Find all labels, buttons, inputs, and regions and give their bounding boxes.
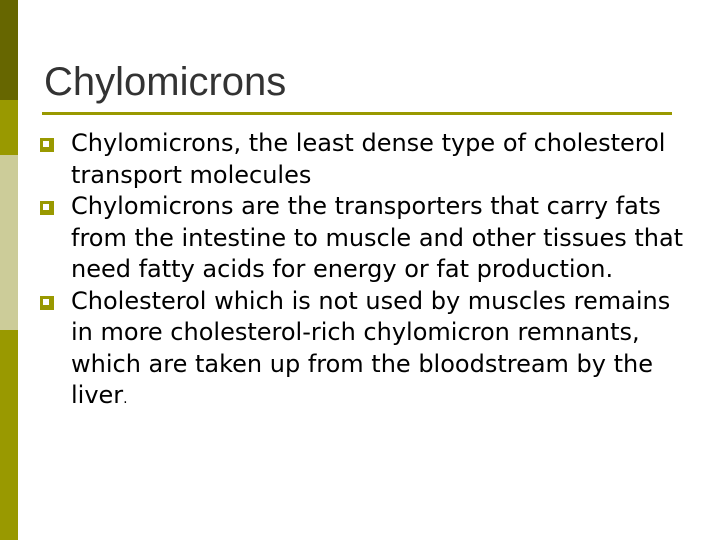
sidebar-segment [0, 100, 18, 155]
bullet-text: Chylomicrons, the least dense type of cholesterol transport molecules [71, 129, 666, 189]
bullet-item [40, 191, 690, 286]
bullet-item [40, 286, 690, 416]
bullet-item [40, 128, 690, 191]
title-underline [42, 112, 672, 115]
bullet-text-tail: . [123, 391, 128, 407]
sidebar-segment [0, 155, 18, 330]
decorative-sidebar [0, 0, 18, 540]
square-bullet-icon [40, 201, 54, 215]
bullet-text: Cholesterol which is not used by muscles remains in more cholesterol-rich chylomicron remnants, which are taken up from the bloodstream by the liver [71, 286, 671, 409]
sidebar-segment [0, 0, 18, 100]
square-bullet-icon [40, 296, 54, 310]
sidebar-segment [0, 330, 18, 540]
bullet-text: Chylomicrons are the transporters that carry fats from the intestine to muscle and other tissues that need fatty acids for energy or fat production. [71, 192, 684, 283]
bullet-list [40, 128, 690, 416]
slide-title: Chylomicrons [44, 60, 287, 104]
square-bullet-icon [40, 138, 54, 152]
